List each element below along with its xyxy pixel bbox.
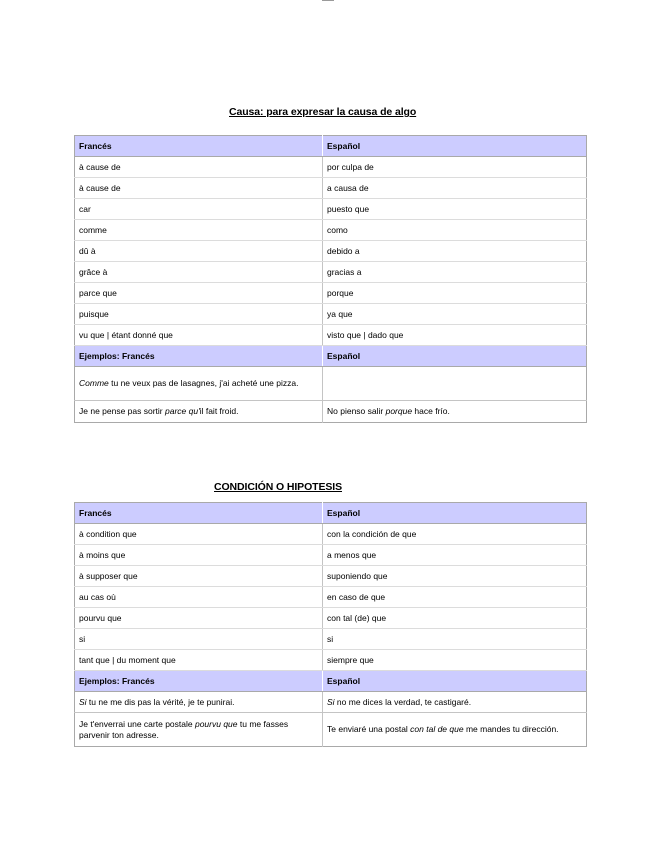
table-row — [75, 220, 587, 241]
table-row — [75, 304, 587, 325]
condicion-fr-cell: à supposer que — [75, 566, 323, 587]
highlighted-conjunction: parce qu' — [165, 406, 200, 416]
condicion-example-es — [323, 713, 587, 747]
causa-es-cell: debido a — [323, 241, 587, 262]
causa-header-row — [75, 136, 587, 157]
causa-table — [74, 135, 587, 423]
condicion-header-row — [75, 503, 587, 524]
table-row — [75, 629, 587, 650]
causa-es-cell: ya que — [323, 304, 587, 325]
condicion-es-cell: en caso de que — [323, 587, 587, 608]
condicion-title: CONDICIÓN O HIPOTESIS — [214, 481, 342, 493]
condicion-examples-header-row — [75, 671, 587, 692]
causa-fr-cell: grâce à — [75, 262, 323, 283]
causa-fr-cell: car — [75, 199, 323, 220]
condicion-es-cell: con tal (de) que — [323, 608, 587, 629]
condicion-fr-cell: au cas où — [75, 587, 323, 608]
example-text: No pienso salir — [327, 406, 386, 416]
causa-es-cell: como — [323, 220, 587, 241]
condicion-col-fr: Francés — [75, 503, 323, 524]
causa-fr-cell: parce que — [75, 283, 323, 304]
condicion-fr-cell: à moins que — [75, 545, 323, 566]
condicion-es-cell: siempre que — [323, 650, 587, 671]
condicion-example-fr — [75, 692, 323, 713]
causa-ex-col-fr: Ejemplos: Francés — [75, 346, 323, 367]
causa-examples-header-row — [75, 346, 587, 367]
example-text: il fait froid. — [199, 406, 239, 416]
causa-fr-cell: vu que | étant donné que — [75, 325, 323, 346]
causa-col-fr: Francés — [75, 136, 323, 157]
condicion-col-es: Español — [323, 503, 587, 524]
causa-es-cell: visto que | dado que — [323, 325, 587, 346]
table-row — [75, 325, 587, 346]
causa-es-cell: gracias a — [323, 262, 587, 283]
table-row — [75, 262, 587, 283]
causa-example-es — [323, 367, 587, 401]
example-text: Je t'enverrai une carte postale — [79, 718, 195, 729]
highlighted-conjunction: porque — [385, 406, 413, 416]
example-text: no me dices la verdad, te castigaré. — [334, 696, 472, 707]
example-text: me mandes tu dirección. — [463, 724, 559, 734]
causa-es-cell: puesto que — [323, 199, 587, 220]
example-text: tu me fasses parvenir ton adresse. — [79, 718, 289, 740]
table-row — [75, 524, 587, 545]
example-text: Je ne pense pas sortir — [79, 406, 165, 416]
condicion-es-cell: suponiendo que — [323, 566, 587, 587]
table-row — [75, 241, 587, 262]
highlighted-conjunction: Si — [79, 696, 87, 707]
table-row — [75, 566, 587, 587]
condicion-es-cell: con la condición de que — [323, 524, 587, 545]
causa-example-fr — [75, 401, 323, 423]
condicion-es-cell: si — [323, 629, 587, 650]
causa-es-cell: porque — [323, 283, 587, 304]
table-row — [75, 178, 587, 199]
highlighted-conjunction: Comme — [79, 378, 109, 388]
table-row — [75, 545, 587, 566]
example-row — [75, 713, 587, 747]
causa-es-cell: a causa de — [323, 178, 587, 199]
condicion-ex-col-es: Español — [323, 671, 587, 692]
example-text: tu ne veux pas de lasagnes, j'ai acheté une pizza. — [108, 378, 299, 388]
table-row — [75, 650, 587, 671]
condicion-fr-cell: tant que | du moment que — [75, 650, 323, 671]
condicion-example-fr — [75, 713, 323, 747]
causa-example-es — [323, 401, 587, 423]
example-text: Te enviaré una postal — [327, 724, 411, 734]
causa-fr-cell: comme — [75, 220, 323, 241]
causa-fr-cell: à cause de — [75, 157, 323, 178]
condicion-fr-cell: à condition que — [75, 524, 323, 545]
page-top-mark — [322, 0, 334, 1]
highlighted-conjunction: con tal de que — [410, 724, 464, 734]
example-row — [75, 367, 587, 401]
condicion-fr-cell: pourvu que — [75, 608, 323, 629]
example-text: hace frío. — [412, 406, 450, 416]
condicion-fr-cell: si — [75, 629, 323, 650]
causa-fr-cell: puisque — [75, 304, 323, 325]
causa-example-fr — [75, 367, 323, 401]
highlighted-conjunction: Si — [327, 696, 335, 707]
causa-fr-cell: à cause de — [75, 178, 323, 199]
condicion-es-cell: a menos que — [323, 545, 587, 566]
condicion-ex-col-fr: Ejemplos: Francés — [75, 671, 323, 692]
example-text: tu ne me dis pas la vérité, je te punirai. — [86, 696, 235, 707]
causa-es-cell: por culpa de — [323, 157, 587, 178]
causa-col-es: Español — [323, 136, 587, 157]
table-row — [75, 157, 587, 178]
causa-fr-cell: dû à — [75, 241, 323, 262]
example-row — [75, 401, 587, 423]
condicion-example-es — [323, 692, 587, 713]
table-row — [75, 608, 587, 629]
table-row — [75, 283, 587, 304]
causa-ex-col-es: Español — [323, 346, 587, 367]
table-row — [75, 199, 587, 220]
table-row — [75, 587, 587, 608]
condicion-table — [74, 502, 587, 747]
highlighted-conjunction: pourvu que — [194, 718, 238, 729]
example-row — [75, 692, 587, 713]
causa-title: Causa: para expresar la causa de algo — [229, 106, 417, 118]
